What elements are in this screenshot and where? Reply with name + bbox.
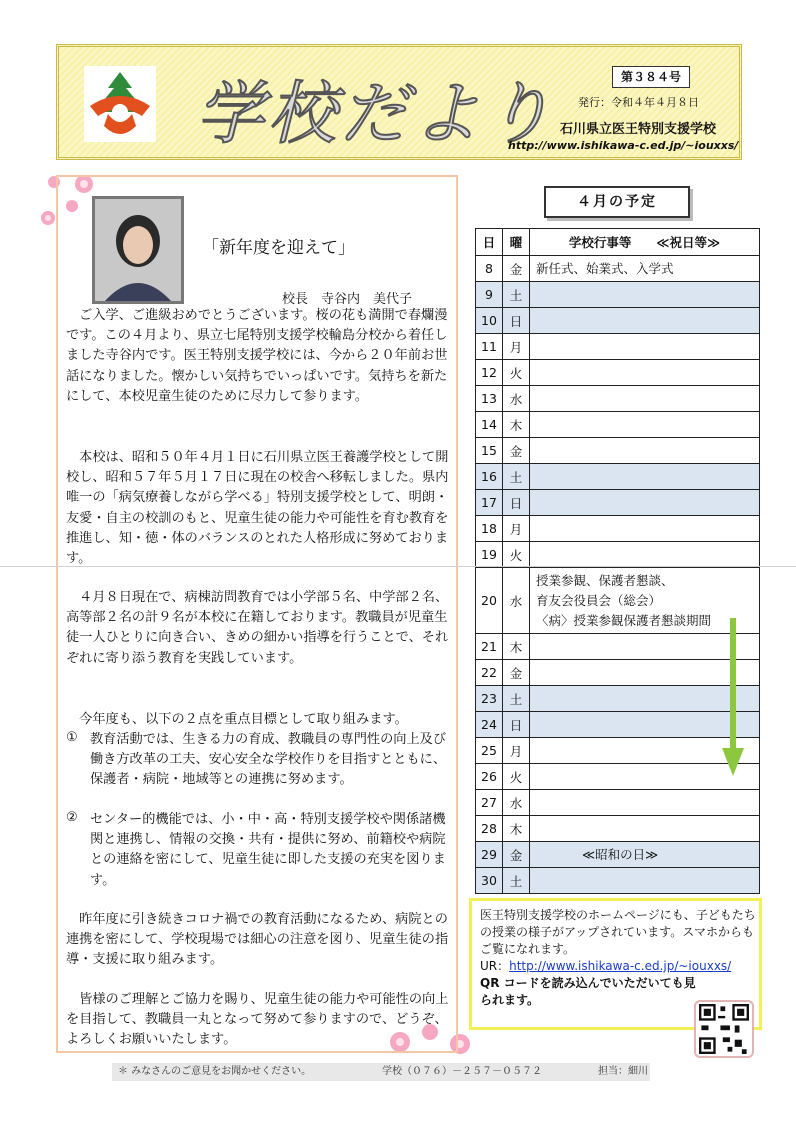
schedule-day-cell: 11 — [476, 334, 503, 360]
schedule-day-cell: 22 — [476, 660, 503, 686]
schedule-row — [476, 386, 760, 412]
schedule-row — [476, 568, 760, 634]
schedule-weekday-cell: 水 — [503, 568, 530, 634]
schedule-row — [476, 542, 760, 568]
schedule-day-cell: 16 — [476, 464, 503, 490]
schedule-weekday-cell: 土 — [503, 282, 530, 308]
schedule-day-cell: 14 — [476, 412, 503, 438]
schedule-weekday-cell: 火 — [503, 360, 530, 386]
list-number: ① — [66, 730, 78, 745]
article-heading: 「新年度を迎えて」 — [202, 238, 355, 258]
issue-date: 発行：令和４年４月８日 — [578, 96, 699, 109]
schedule-weekday-cell: 土 — [503, 464, 530, 490]
schedule-weekday-cell: 金 — [503, 842, 530, 868]
list-number: ② — [66, 810, 78, 825]
article-paragraph: 昨年度に引き続きコロナ禍での教育活動になるため、病院との連携を密にして、学校現場では細心の注意を図り、児童生徒の指導・支援に取り組みます。 — [66, 912, 449, 968]
schedule-day-cell: 26 — [476, 764, 503, 790]
schedule-weekday-cell: 日 — [503, 490, 530, 516]
schedule-day-cell: 27 — [476, 790, 503, 816]
schedule-row — [476, 712, 760, 738]
schedule-row — [476, 360, 760, 386]
info-url-line — [480, 958, 756, 975]
list-item: センター的機能では、小・中・高・特別支援学校や関係諸機関と連携し、情報の交換・共有・提供に努め、前籍校や病院との連絡を密にして、児童生徒に即した支援の充実を図ります。 — [90, 812, 446, 888]
schedule-row — [476, 868, 760, 894]
schedule-event-cell — [530, 308, 760, 334]
schedule-event-cell — [530, 490, 760, 516]
header-url-link[interactable]: http://www.ishikawa-c.ed.jp/~iouxxs/ — [508, 139, 739, 152]
article-paragraph: 本校は、昭和５０年４月１日に石川県立医王養護学校として開校し、昭和５７年５月１７日に現在の校舎へ移転しました。県内唯一の「病気療養しながら学べる」特別支援学校として、明朗・友愛・自主の校訓のもと、児童生徒の能力や可能性を育む教育を推進し、知・徳・体のバランスのとれた人格形成に努めております。 — [66, 450, 449, 567]
schedule-event-cell — [530, 816, 760, 842]
schedule-row — [476, 816, 760, 842]
schedule-row — [476, 282, 760, 308]
schedule-day-cell: 10 — [476, 308, 503, 334]
schedule-row — [476, 438, 760, 464]
schedule-day-cell: 21 — [476, 634, 503, 660]
schedule-weekday-cell: 木 — [503, 634, 530, 660]
schedule-weekday-cell: 木 — [503, 816, 530, 842]
schedule-event-cell — [530, 386, 760, 412]
schedule-day-cell: 15 — [476, 438, 503, 464]
schedule-row — [476, 686, 760, 712]
page-fold-line — [0, 566, 796, 567]
schedule-weekday-cell: 木 — [503, 412, 530, 438]
qr-code-icon — [698, 1004, 750, 1054]
article-author: 校長 寺谷内 美代子 — [282, 292, 413, 307]
schedule-weekday-cell: 月 — [503, 334, 530, 360]
schedule-table — [475, 228, 760, 894]
schedule-weekday-cell: 金 — [503, 438, 530, 464]
schedule-day-cell: 25 — [476, 738, 503, 764]
schedule-event-cell — [530, 438, 760, 464]
schedule-title: ４月の予定 — [544, 186, 690, 218]
schedule-row — [476, 764, 760, 790]
schedule-event-cell: 授業参観、保護者懇談、 育友会役員会（総会） 〈病〉授業参観保護者懇談期間 — [530, 568, 760, 634]
schedule-event-cell — [530, 464, 760, 490]
homepage-url-link[interactable]: http://www.ishikawa-c.ed.jp/~iouxxs/ — [509, 959, 732, 973]
schedule-weekday-cell: 土 — [503, 686, 530, 712]
schedule-day-cell: 17 — [476, 490, 503, 516]
schedule-event-cell — [530, 282, 760, 308]
schedule-day-cell: 30 — [476, 868, 503, 894]
qr-text: QR コードを読み込んでいただいても見られます。 — [480, 976, 696, 1007]
schedule-row — [476, 790, 760, 816]
schedule-weekday-cell: 土 — [503, 868, 530, 894]
schedule-day-cell: 19 — [476, 542, 503, 568]
schedule-day-cell: 8 — [476, 256, 503, 282]
schedule-day-cell: 9 — [476, 282, 503, 308]
arrow-down-icon — [722, 618, 744, 778]
schedule-row — [476, 464, 760, 490]
schedule-day-cell: 28 — [476, 816, 503, 842]
footer-note: ＊ みなさんのご意見をお聞かせください。 — [118, 1066, 312, 1077]
schedule-event-cell — [530, 790, 760, 816]
schedule-event-cell: 新任式、始業式、入学式 — [530, 256, 760, 282]
schedule-weekday-cell: 月 — [503, 516, 530, 542]
schedule-event-cell — [530, 868, 760, 894]
schedule-day-cell: 20 — [476, 568, 503, 634]
schedule-day-cell: 13 — [476, 386, 503, 412]
school-name: 石川県立医王特別支援学校 — [560, 122, 717, 137]
schedule-row — [476, 490, 760, 516]
schedule-event-cell: ≪昭和の日≫ — [530, 842, 760, 868]
newsletter-title: 学校だより — [196, 75, 557, 154]
schedule-weekday-cell: 金 — [503, 660, 530, 686]
schedule-row — [476, 634, 760, 660]
footer-bar — [112, 1063, 650, 1081]
list-item: 教育活動では、生きる力の育成、教職員の専門性の向上及び働き方改革の工夫、安心安全な学校作りを目指すとともに、保護者・病院・地域等との連携に努めます。 — [90, 732, 447, 788]
schedule-weekday-cell: 日 — [503, 308, 530, 334]
schedule-weekday-cell: 火 — [503, 542, 530, 568]
article-paragraph: 皆様のご理解とご協力を賜り、児童生徒の能力や可能性の向上を目指して、教職員一丸となって努めて参りますので、どうぞ、よろしくお願いいたします。 — [66, 992, 449, 1048]
schedule-row — [476, 842, 760, 868]
article-paragraph: ご入学、ご進級おめでとうございます。桜の花も満開で春爛漫です。この４月より、県立七尾特別支援学校輪島分校から着任しました寺谷内です。医王特別支援学校には、今から２０年前お世話になりました。懐かしい気持ちでいっぱいです。気持ちを新たにして、本校児童生徒のために尽力して参ります。 — [66, 308, 448, 404]
schedule-row — [476, 334, 760, 360]
info-text: 医王特別支援学校のホームページにも、子どもたちの授業の様子がアップされています。スマホからもご覧になれます。 — [480, 908, 756, 956]
schedule-row — [476, 516, 760, 542]
schedule-row — [476, 308, 760, 334]
schedule-weekday-cell: 水 — [503, 790, 530, 816]
schedule-event-cell — [530, 516, 760, 542]
schedule-event-cell — [530, 334, 760, 360]
footer-phone: 学校（０７６）－２５７－０５７２ — [382, 1066, 542, 1077]
schedule-weekday-cell: 金 — [503, 256, 530, 282]
issue-number: 第３８４号 — [612, 66, 690, 88]
schedule-weekday-cell: 日 — [503, 712, 530, 738]
principal-photo — [92, 196, 184, 304]
article-paragraph: ４月８日現在で、病棟訪問教育では小学部５名、中学部２名、高等部２名の計９名が本校に在籍しております。教職員が児童生徒一人ひとりに向き合い、きめの細かい指導を行うことで、それぞれに寄り添う教育を実践しています。 — [66, 590, 449, 666]
schedule-event-cell — [530, 360, 760, 386]
info-url-label: UR： — [480, 959, 510, 973]
qr-code[interactable] — [694, 1000, 754, 1058]
footer-staff: 担当：細川 — [598, 1066, 648, 1077]
schedule-header-row — [476, 229, 760, 256]
schedule-row — [476, 412, 760, 438]
schedule-day-cell: 12 — [476, 360, 503, 386]
article-paragraph: 今年度も、以下の２点を重点目標として取り組みます。 — [66, 712, 408, 727]
school-emblem-icon — [84, 66, 156, 142]
schedule-day-cell: 24 — [476, 712, 503, 738]
schedule-day-cell: 18 — [476, 516, 503, 542]
schedule-day-cell: 29 — [476, 842, 503, 868]
schedule-weekday-cell: 水 — [503, 386, 530, 412]
schedule-row — [476, 738, 760, 764]
schedule-row — [476, 660, 760, 686]
schedule-weekday-cell: 月 — [503, 738, 530, 764]
schedule-day-cell: 23 — [476, 686, 503, 712]
column-header-events: 学校行事等 ≪祝日等≫ — [530, 229, 760, 256]
schedule-event-cell — [530, 412, 760, 438]
column-header-weekday: 曜 — [503, 229, 530, 256]
schedule-weekday-cell: 火 — [503, 764, 530, 790]
schedule-row — [476, 256, 760, 282]
portrait-icon — [95, 199, 181, 301]
column-header-day: 日 — [476, 229, 503, 256]
schedule-event-cell — [530, 542, 760, 568]
